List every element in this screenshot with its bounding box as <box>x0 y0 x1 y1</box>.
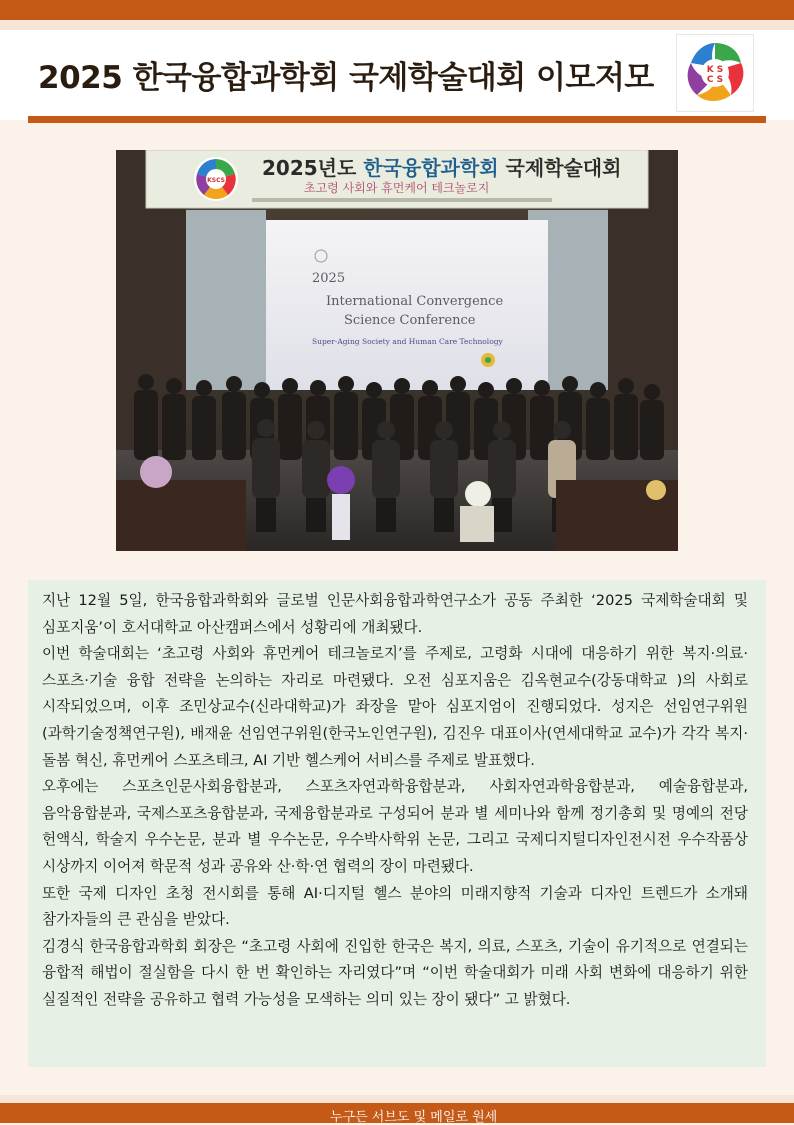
banner-subtitle: 초고령 사회와 휴먼케어 테크놀로지 <box>304 181 490 195</box>
society-logo <box>676 34 754 112</box>
banner-title-year: 2025년도 <box>262 156 364 180</box>
article-paragraph-2: 이번 학술대회는 ‘초고령 사회와 휴먼케어 테크놀로지’를 주제로, 고령화 시대에 대응하기 위한 복지·의료·스포츠·기술 융합 전략을 논의하는 자리로 마련됐다. 오전 심포지움은 김옥현교수(강동대학교 )의 사회로 시작되었으며, 이후 조민상교수(신라대학교)가 좌장을 맡아 심포지엄이 진행되었다. 성지은 선임연구위원(과학기술정책연구원), 배재윤 선임연구위원(한국노인연구원), 김진우 대표이사(연세대학교 교수)가 각각 복지·돌봄 혁신, 휴먼케어 스포츠테크, AI 기반 헬스케어 서비스를 주제로 발표했다. <box>42 645 748 769</box>
banner-title-society: 한국융합과학회 <box>363 156 499 180</box>
article-paragraph-5: 김경식 한국융합과학회 회장은 “초고령 사회에 진입한 한국은 복지, 의료, 스포츠, 기술이 유기적으로 연결되는 융합적 해법이 절실함을 다시 한 번 확인하는 자리였다”며 “이번 학술대회가 미래 사회 변화에 대응하기 위한 실질적인 전략을 공유하고 협력 가능성을 모색하는 의미 있는 장이 됐다” 고 밝혔다. <box>42 937 748 1008</box>
top-beige-band <box>0 20 794 30</box>
top-accent-bar <box>0 0 794 20</box>
page-title: 2025 한국융합과학회 국제학술대회 이모저모 <box>38 60 654 96</box>
bottom-beige-band <box>0 1095 794 1103</box>
screen-line2: Science Conference <box>344 313 476 328</box>
svg-text:2025년도 한국융합과학회 국제학술대회 <box>262 156 621 180</box>
screen-line3: Super-Aging Society and Human Care Technology <box>312 337 503 346</box>
svg-text:K S: K S <box>706 65 724 75</box>
screen-line1: International Convergence <box>326 294 504 309</box>
svg-text:C S: C S <box>706 75 724 85</box>
article-paragraph-1: 지난 12월 5일, 한국융합과학회와 글로벌 인문사회융합과학연구소가 공동 주최한 ‘2025 국제학술대회 및 심포지움’이 호서대학교 아산캠퍼스에서 성황리에 개최됐다. <box>42 592 748 636</box>
title-underline <box>28 116 766 123</box>
article-paragraph-4: 또한 국제 디자인 초청 전시회를 통해 AI·디지털 헬스 분야의 미래지향적 기술과 디자인 트렌드가 소개돼 참가자들의 큰 관심을 받았다. <box>42 884 748 929</box>
society-logo-icon <box>677 35 753 111</box>
article-paragraph-3: 오후에는 스포츠인문사회융합분과, 스포츠자연과학융합분과, 사회자연과학융합분과, 예술융합분과, 음악융합분과, 국제스포츠융합분과, 국제융합분과로 구성되어 분과 별 세미나와 함께 정기총회 및 명예의 전당 헌액식, 학술지 우수논문, 분과 별 우수논문, 우수박사학위 논문, 그리고 국제디지털디자인전시전 우수작품상 시상까지 이어져 학문적 성과 공유와 산·학·연 협력의 장이 마련됐다. <box>42 778 748 875</box>
event-group-photo <box>116 150 678 551</box>
banner-logo-text: KSCS <box>207 177 225 184</box>
screen-year: 2025 <box>312 271 346 286</box>
footer-partial-text: 누구든 서브도 및 메일로 원세 <box>330 1110 498 1125</box>
banner-logo-icon <box>194 157 238 201</box>
banner-title-event: 국제학술대회 <box>498 156 622 180</box>
article-body <box>28 580 766 1067</box>
